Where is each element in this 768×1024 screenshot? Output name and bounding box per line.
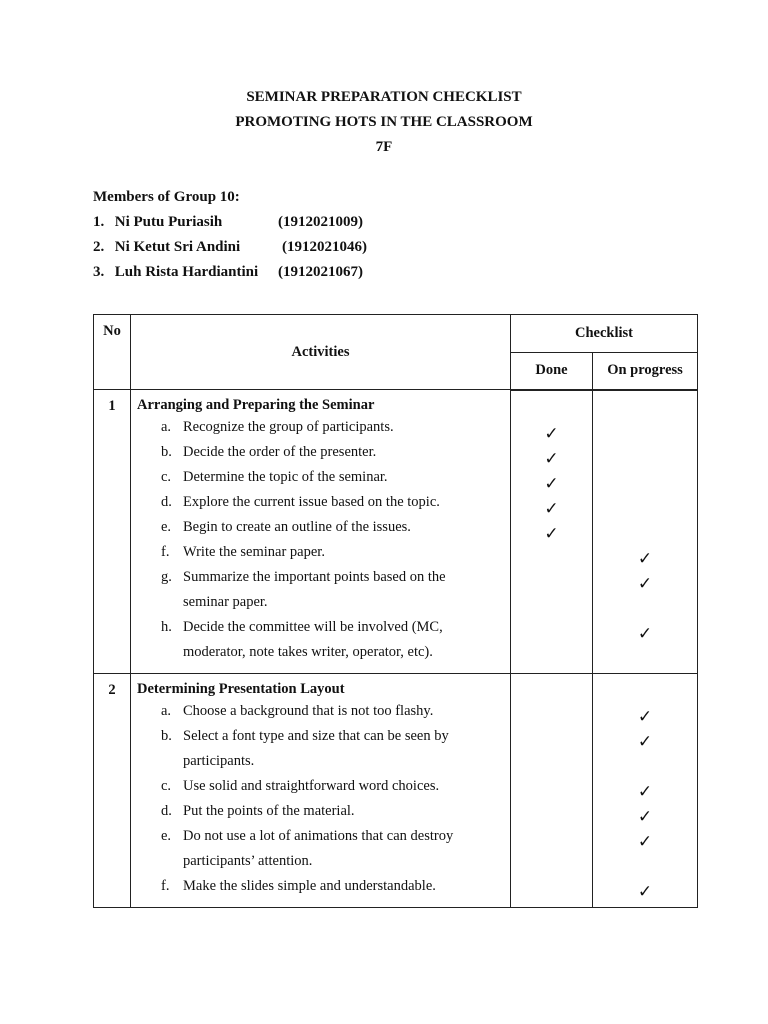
header-row xyxy=(94,315,698,353)
list-item xyxy=(137,615,510,665)
column-header-activities: Activities xyxy=(131,315,511,390)
item-text: Make the slides simple and understandable. xyxy=(183,878,436,894)
member-id: (1912021067) xyxy=(278,264,363,280)
check-icon: ✓ xyxy=(637,548,653,569)
check-icon: ✓ xyxy=(637,882,653,902)
item-letter: e. xyxy=(161,519,172,535)
member-row xyxy=(93,236,367,261)
checklist-table xyxy=(93,314,698,908)
list-item xyxy=(137,824,510,874)
on-progress-column xyxy=(593,390,698,674)
member-name: Luh Rista Hardiantini xyxy=(114,264,259,280)
check-icon: ✓ xyxy=(637,807,653,827)
group-members xyxy=(93,186,367,286)
item-letter: c. xyxy=(161,469,172,485)
list-item xyxy=(137,515,510,540)
done-column xyxy=(511,674,593,908)
item-text: Do not use a lot of animations that can destroy participants’ attention. xyxy=(183,828,454,869)
item-letter: b. xyxy=(161,728,172,744)
column-header-on-progress: On progress xyxy=(593,353,698,390)
section-title: Determining Presentation Layout xyxy=(137,681,345,697)
item-text: Recognize the group of participants. xyxy=(183,419,394,435)
member-number: 3. xyxy=(93,264,105,280)
check-icon: ✓ xyxy=(544,523,559,544)
item-letter: f. xyxy=(161,544,170,560)
item-text: Determine the topic of the seminar. xyxy=(183,469,388,485)
table-row xyxy=(94,390,698,674)
column-header-done: Done xyxy=(511,353,593,390)
member-id: (1912021009) xyxy=(278,214,363,230)
item-letter: d. xyxy=(161,803,172,819)
member-row xyxy=(93,211,363,236)
item-letter: f. xyxy=(161,878,170,894)
check-icon: ✓ xyxy=(544,423,559,444)
list-item xyxy=(137,774,510,799)
item-text: Explore the current issue based on the topic. xyxy=(183,494,440,510)
item-letter: b. xyxy=(161,444,172,460)
check-icon: ✓ xyxy=(637,573,653,594)
item-text: Decide the order of the presenter. xyxy=(183,444,377,460)
list-item xyxy=(137,465,510,490)
document-subtitle: PROMOTING HOTS IN THE CLASSROOM xyxy=(235,114,533,130)
item-text: Choose a background that is not too flashy. xyxy=(183,703,434,719)
member-id: (1912021046) xyxy=(282,239,367,255)
group-heading: Members of Group 10: xyxy=(93,189,240,205)
list-item xyxy=(137,799,510,824)
column-header-no: No xyxy=(94,315,131,390)
section-activities xyxy=(131,674,511,908)
done-column xyxy=(511,390,593,674)
check-icon: ✓ xyxy=(544,448,559,469)
section-title: Arranging and Preparing the Seminar xyxy=(137,397,375,413)
member-row xyxy=(93,261,363,286)
item-letter: a. xyxy=(161,419,172,435)
check-icon: ✓ xyxy=(637,707,653,727)
class-label: 7F xyxy=(375,139,393,155)
item-text: Put the points of the material. xyxy=(183,803,355,819)
list-item xyxy=(137,699,510,724)
item-letter: c. xyxy=(161,778,172,794)
item-text: Write the seminar paper. xyxy=(183,544,325,560)
column-header-checklist: Checklist xyxy=(511,315,698,353)
check-icon: ✓ xyxy=(637,732,653,752)
item-text: Begin to create an outline of the issues. xyxy=(183,519,411,535)
item-text: Use solid and straightforward word choices. xyxy=(183,778,440,794)
list-item xyxy=(137,724,510,774)
item-letter: e. xyxy=(161,828,172,844)
item-text: Decide the committee will be involved (MC, moderator, note takes writer, operator, etc). xyxy=(183,619,443,660)
document-header xyxy=(0,86,768,161)
on-progress-column xyxy=(593,674,698,908)
member-name: Ni Ketut Sri Andini xyxy=(114,239,241,255)
list-item xyxy=(137,540,510,565)
member-number: 2. xyxy=(93,239,105,255)
section-number: 1 xyxy=(94,390,131,674)
section-number: 2 xyxy=(94,674,131,908)
check-icon: ✓ xyxy=(637,782,653,802)
item-letter: h. xyxy=(161,619,172,635)
table-row xyxy=(94,674,698,908)
item-letter: d. xyxy=(161,494,172,510)
check-icon: ✓ xyxy=(637,623,653,644)
document-title: SEMINAR PREPARATION CHECKLIST xyxy=(246,89,522,105)
list-item xyxy=(137,490,510,515)
item-text: Summarize the important points based on the seminar paper. xyxy=(183,569,446,610)
check-icon: ✓ xyxy=(544,498,559,519)
section-activities xyxy=(131,390,511,674)
list-item xyxy=(137,415,510,440)
item-letter: a. xyxy=(161,703,172,719)
item-text: Select a font type and size that can be seen by participants. xyxy=(183,728,449,769)
member-number: 1. xyxy=(93,214,105,230)
check-icon: ✓ xyxy=(637,832,653,852)
member-name: Ni Putu Puriasih xyxy=(114,214,223,230)
item-letter: g. xyxy=(161,569,172,585)
list-item xyxy=(137,440,510,465)
list-item xyxy=(137,565,510,615)
list-item xyxy=(137,874,510,899)
check-icon: ✓ xyxy=(544,473,559,494)
